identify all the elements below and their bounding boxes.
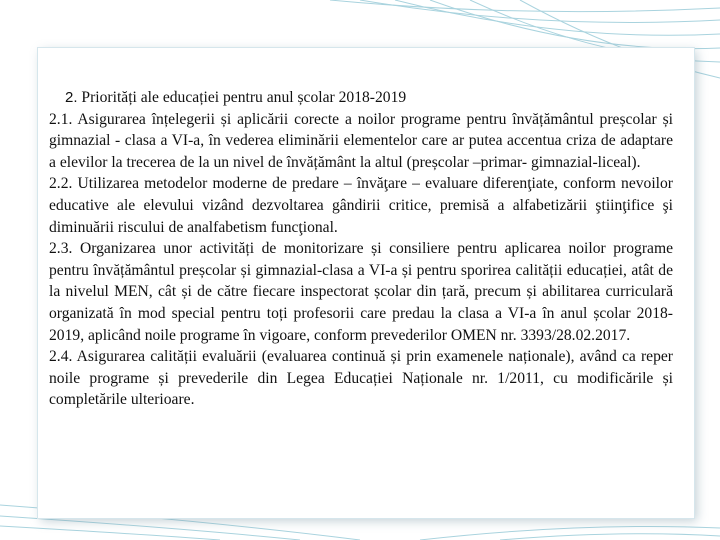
section-number: 2.: [65, 89, 78, 106]
paragraph-2-4: 2.4. Asigurarea calității evaluării (evaluarea continuă și prin examenele naționale), având ca reper noile programe și prevederile din Legea Educației Naționale nr. 1/2011, cu modificările și completările ulterioare.: [49, 348, 673, 409]
document-text: [49, 87, 673, 411]
paragraph-2-2: 2.2. Utilizarea metodelor moderne de predare – învăţare – evaluare diferenţiate, conform nevoilor educative ale elevului vizând dezvoltarea gândirii critice, premisă a alfabetizării ştiinţifice şi diminuării riscului de analfabetism funcţional.: [49, 175, 673, 236]
section-title: Priorități ale educației pentru anul școlar 2018-2019: [81, 89, 407, 106]
paragraph-2-3: 2.3. Organizarea unor activități de monitorizare și consiliere pentru aplicarea noilor programe pentru învățământul preșcolar și gimnazial-clasa a VI-a și pentru sporirea calității educației, atât de la nivelul MEN, cât și de către fiecare inspectorat școlar din țară, precum și abilitarea curriculară organizată în mod special pentru toți profesorii care predau la clasa a VI-a în anul școlar 2018-2019, aplicând noile programe în vigoare, conform prevederilor OMEN nr. 3393/28.02.2017.: [49, 240, 673, 344]
paragraph-2-1: 2.1. Asigurarea înțelegerii și aplicării corecte a noilor programe pentru învățământul preșcolar și gimnazial - clasa a VI-a, în vederea eliminării elementelor care ar putea accentua criza de adaptare a elevilor la trecerea de la un nivel de învățământ la altul (preșcolar –primar- gimnazial-liceal).: [49, 110, 673, 171]
section-heading: [49, 87, 673, 109]
